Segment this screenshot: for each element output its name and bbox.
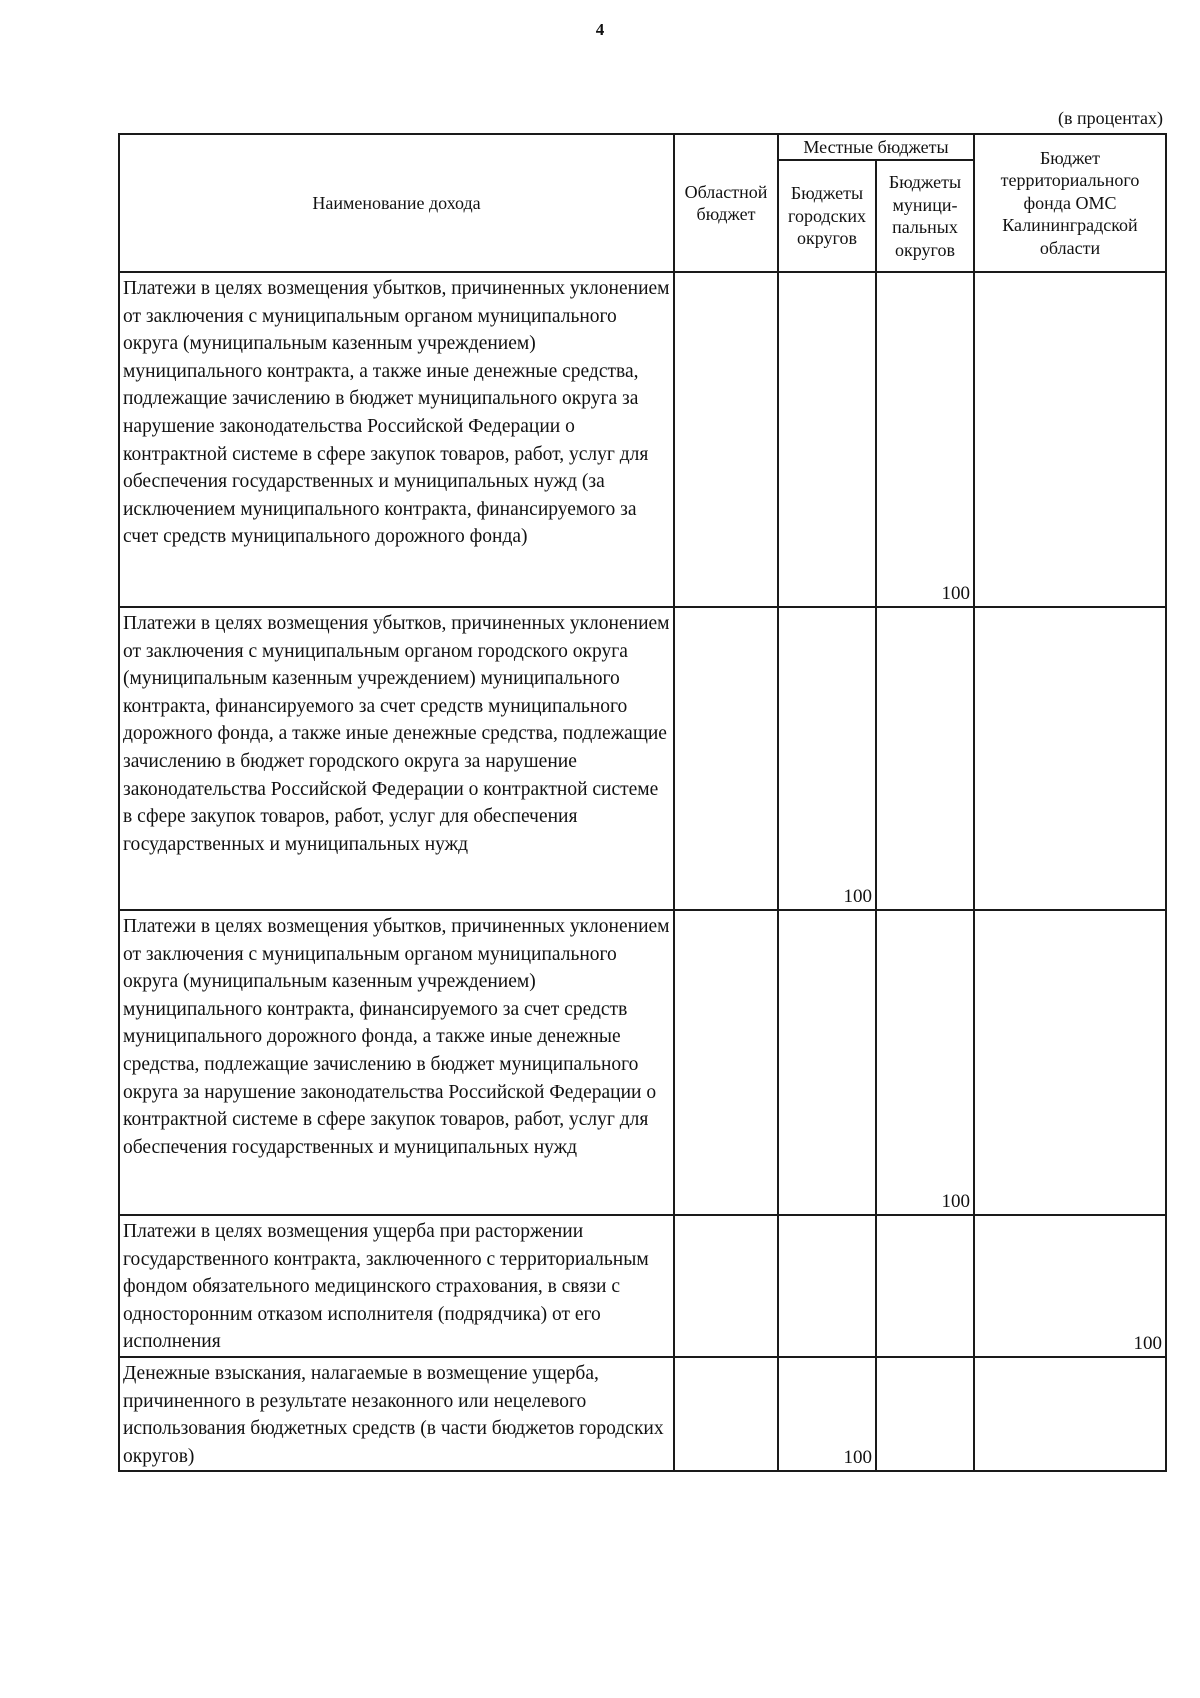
city-share: 100	[778, 1357, 876, 1471]
city-share	[778, 1215, 876, 1357]
header-regional-budget: Областной бюджет	[674, 134, 778, 272]
income-description: Платежи в целях возмещения ущерба при расторжении государственного контракта, заключенного с территориальным фондом обязательного медицинского страхования, в связи с односторонним отказом исполнителя (подрядчика) от его исполнения	[119, 1215, 674, 1357]
city-share	[778, 272, 876, 607]
oms-share	[974, 607, 1166, 910]
regional-share	[674, 910, 778, 1215]
table-row	[119, 1215, 1166, 1357]
units-note: (в процентах)	[1058, 108, 1163, 128]
page-number: 4	[595, 20, 605, 39]
oms-share	[974, 910, 1166, 1215]
income-distribution-table	[118, 133, 1167, 1472]
regional-share	[674, 1357, 778, 1471]
header-oms-fund: Бюджет территориального фонда ОМС Калининградской области	[974, 134, 1166, 272]
header-income-name: Наименование дохода	[119, 134, 674, 272]
income-description: Денежные взыскания, налагаемые в возмещение ущерба, причиненного в результате незаконного или нецелевого использования бюджетных средств (в части бюджетов городских округов)	[119, 1357, 674, 1471]
municipal-share	[876, 1215, 974, 1357]
table-row	[119, 607, 1166, 910]
city-share	[778, 910, 876, 1215]
oms-share	[974, 272, 1166, 607]
header-local-budgets: Местные бюджеты	[778, 134, 974, 160]
municipal-share: 100	[876, 272, 974, 607]
regional-share	[674, 1215, 778, 1357]
header-municipal-districts: Бюджеты муници-пальных округов	[876, 160, 974, 272]
municipal-share: 100	[876, 910, 974, 1215]
table-row	[119, 1357, 1166, 1471]
oms-share	[974, 1357, 1166, 1471]
header-city-districts: Бюджеты городских округов	[778, 160, 876, 272]
oms-share: 100	[974, 1215, 1166, 1357]
income-description: Платежи в целях возмещения убытков, причиненных уклонением от заключения с муниципальным органом городского округа (муниципальным казенным учреждением) муниципального контракта, финансируемого за счет средств муниципального дорожного фонда, а также иные денежные средства, подлежащие зачислению в бюджет городского округа за нарушение законодательства Российской Федерации о контрактной системе в сфере закупок товаров, работ, услуг для обеспечения государственных и муниципальных нужд	[119, 607, 674, 910]
income-description: Платежи в целях возмещения убытков, причиненных уклонением от заключения с муниципальным органом муниципального округа (муниципальным казенным учреждением) муниципального контракта, а также иные денежные средства, подлежащие зачислению в бюджет муниципального округа за нарушение законодательства Российской Федерации о контрактной системе в сфере закупок товаров, работ, услуг для обеспечения государственных и муниципальных нужд (за исключением муниципального контракта, финансируемого за счет средств муниципального дорожного фонда)	[119, 272, 674, 607]
table-row	[119, 910, 1166, 1215]
regional-share	[674, 607, 778, 910]
municipal-share	[876, 607, 974, 910]
city-share: 100	[778, 607, 876, 910]
municipal-share	[876, 1357, 974, 1471]
regional-share	[674, 272, 778, 607]
table-row	[119, 272, 1166, 607]
income-description: Платежи в целях возмещения убытков, причиненных уклонением от заключения с муниципальным органом муниципального округа (муниципальным казенным учреждением) муниципального контракта, финансируемого за счет средств муниципального дорожного фонда, а также иные денежные средства, подлежащие зачислению в бюджет муниципального округа за нарушение законодательства Российской Федерации о контрактной системе в сфере закупок товаров, работ, услуг для обеспечения государственных и муниципальных нужд	[119, 910, 674, 1215]
